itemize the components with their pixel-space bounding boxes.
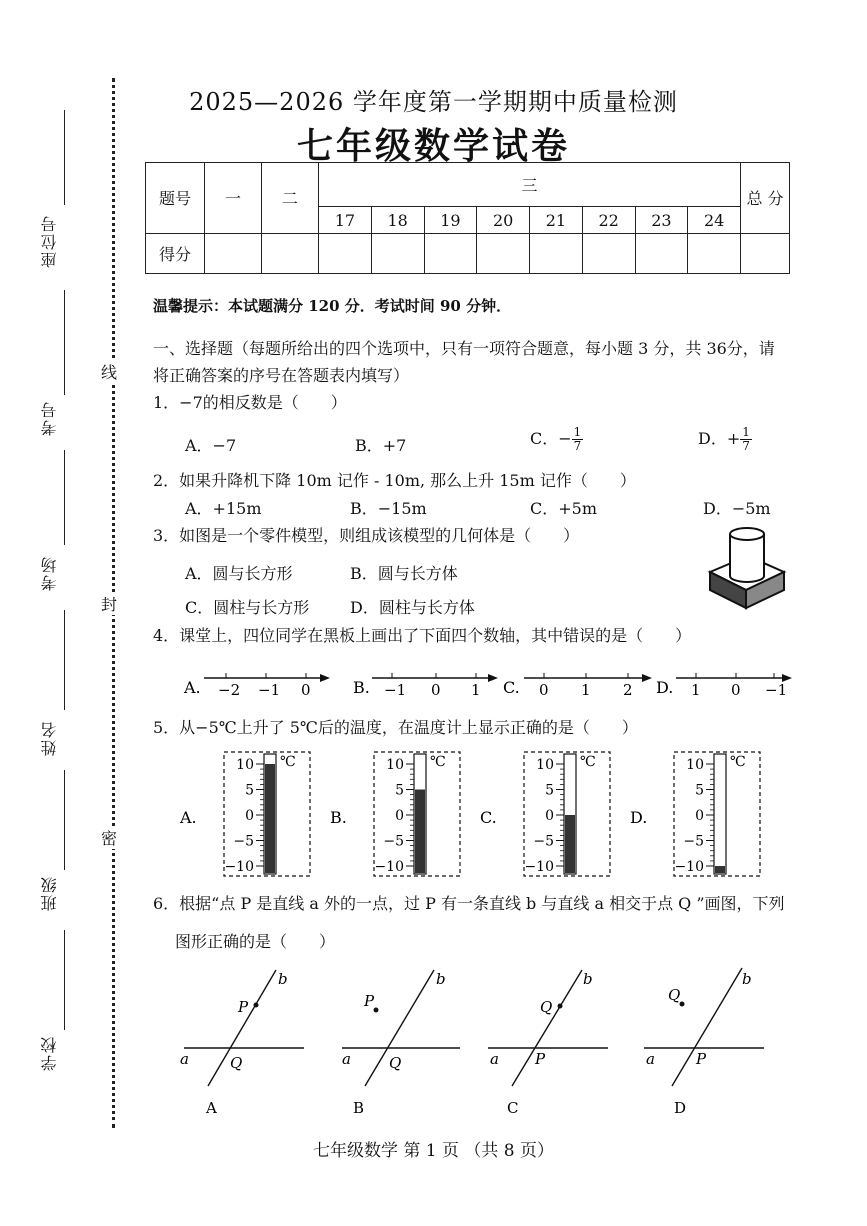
page-footer: 七年级数学 第 1 页 （共 8 页） xyxy=(312,1141,555,1161)
q6-figure-a xyxy=(180,970,304,1117)
q6-b-line-b: b xyxy=(436,970,446,988)
fraction-denominator: 7 xyxy=(573,439,582,453)
score-cell[interactable] xyxy=(582,233,635,273)
q6-d-cross-label: P xyxy=(696,1050,707,1068)
q4-c-tick: 1 xyxy=(581,681,591,699)
q1-stem: 1．−7的相反数是（ ） xyxy=(153,393,347,412)
score-table-total: 总 分 xyxy=(741,163,790,234)
score-cell[interactable] xyxy=(371,233,424,273)
seal-char-mi: 密 xyxy=(101,826,117,849)
q6-a-line-a: a xyxy=(180,1050,189,1068)
q4-d-label: D. xyxy=(656,678,674,697)
q4-b-label: B. xyxy=(353,678,370,697)
score-table-q20: 20 xyxy=(477,207,530,233)
fraction-numerator: 1 xyxy=(573,425,582,439)
q6-d-dot-label: Q xyxy=(668,986,681,1004)
q6-figures xyxy=(170,960,790,1120)
q2-stem: 2．如果升降机下降 10m 记作 - 10m, 那么上升 15m 记作（ ） xyxy=(153,471,636,490)
q6-b-line-a: a xyxy=(342,1050,351,1068)
seal-char-xian: 线 xyxy=(101,360,117,383)
score-table-q17: 17 xyxy=(319,207,372,233)
score-cell[interactable] xyxy=(741,233,790,273)
score-cell[interactable] xyxy=(530,233,583,273)
q1-option-d-prefix: D．+ xyxy=(698,429,741,448)
q3-option-a: A．圆与长方形 xyxy=(185,564,293,583)
score-cell[interactable] xyxy=(424,233,477,273)
section1-heading-line2: 将正确答案的序号在答题表内填写） xyxy=(153,366,410,385)
q5-tube xyxy=(714,754,726,874)
q5-scale-label: 0 xyxy=(245,808,254,824)
fraction-numerator: 1 xyxy=(742,425,750,439)
score-table-q21: 21 xyxy=(530,207,583,233)
q4-d-tick: −1 xyxy=(765,681,788,699)
q4-a-tick: −2 xyxy=(218,681,241,699)
q2-option-b: B．−15m xyxy=(350,499,427,518)
score-table-row2-label: 得分 xyxy=(146,233,205,273)
q3-option-c: C．圆柱与长方形 xyxy=(185,598,310,617)
q5-scale-label: 5 xyxy=(695,782,704,799)
q4-d-tick: 0 xyxy=(731,681,741,699)
score-table-q23: 23 xyxy=(635,207,688,233)
q6-d-line-b: b xyxy=(742,970,752,988)
q5-mercury xyxy=(715,866,725,873)
score-table-sec1: 一 xyxy=(205,163,262,234)
q1-option-a: A．−7 xyxy=(185,436,237,455)
q6-stem-line1: 6．根据“点 P 是直线 a 外的一点，过 P 有一条直线 b 与直线 a 相交于点 Q ”画图，下列 xyxy=(153,894,785,913)
q5-scale-label: −10 xyxy=(224,859,254,875)
q4-a-tick: 0 xyxy=(301,681,311,699)
tip-text: 温馨提示：本试题满分 120 分．考试时间 90 分钟． xyxy=(153,297,512,315)
q5-option-label: B. xyxy=(330,808,347,827)
q4-axis-a xyxy=(183,673,330,699)
field-school-label: 学校 xyxy=(40,1035,59,1071)
q5-option-label: C. xyxy=(480,808,497,827)
part-model-figure xyxy=(700,520,790,612)
q5-thermometer-a xyxy=(180,752,310,876)
q6-a-dot-label: P xyxy=(238,998,249,1016)
q6-d-line-a: a xyxy=(646,1050,655,1068)
q4-a-label: A. xyxy=(184,678,201,697)
q6-b-caption: B xyxy=(353,1099,365,1117)
q5-mercury xyxy=(565,815,575,873)
score-table-q24: 24 xyxy=(688,207,741,233)
q4-c-label: C. xyxy=(503,678,520,697)
q5-thermometer-c xyxy=(480,752,610,876)
q5-unit: ℃ xyxy=(730,754,746,770)
q4-axis-c xyxy=(503,673,652,699)
q6-c-line-b: b xyxy=(583,970,593,988)
field-room-label: 考场 xyxy=(40,555,59,591)
field-class-label: 班级 xyxy=(40,875,59,911)
field-exam-no-label: 考号 xyxy=(40,400,59,436)
q1-option-d-fraction xyxy=(740,426,752,453)
q6-a-line-b: b xyxy=(278,970,288,988)
q4-c-tick: 0 xyxy=(539,681,549,699)
score-cell[interactable] xyxy=(205,233,262,273)
q1-option-d xyxy=(698,426,752,453)
score-cell[interactable] xyxy=(477,233,530,273)
q5-unit: ℃ xyxy=(280,754,296,770)
q5-scale-label: −5 xyxy=(683,833,704,850)
fraction-denominator: 7 xyxy=(742,439,750,453)
q5-unit: ℃ xyxy=(430,754,446,770)
field-line-school xyxy=(64,930,65,1030)
q2-option-d: D．−5m xyxy=(703,499,771,518)
exam-title: 2025—2026 学年度第一学期期中质量检测 xyxy=(189,88,678,116)
q1-option-b: B．+7 xyxy=(355,436,407,455)
q6-c-cross-label: P xyxy=(535,1050,546,1068)
q5-scale-label: −10 xyxy=(374,859,404,875)
q5-scale-label: 0 xyxy=(695,808,704,824)
score-table-sec2: 二 xyxy=(262,163,319,234)
q5-thermometer-d xyxy=(630,752,760,876)
score-cell[interactable] xyxy=(688,233,741,273)
q4-a-tick: −1 xyxy=(258,681,281,699)
field-line-class xyxy=(64,770,65,870)
score-cell[interactable] xyxy=(262,233,319,273)
field-seat-label: 座位号 xyxy=(40,214,59,268)
q4-b-tick: 1 xyxy=(471,681,481,699)
q1-option-c-prefix: C．− xyxy=(530,429,572,448)
q3-stem: 3．如图是一个零件模型，则组成该模型的几何体是（ ） xyxy=(153,526,580,545)
q5-scale-label: 0 xyxy=(545,808,554,824)
q5-scale-label: −10 xyxy=(524,859,554,875)
q5-scale-label: −10 xyxy=(674,859,704,875)
q5-unit: ℃ xyxy=(580,754,596,770)
q4-axis-b xyxy=(353,673,498,699)
score-table xyxy=(145,162,790,274)
q5-mercury xyxy=(415,790,425,874)
score-table-row1-label: 题号 xyxy=(146,163,205,234)
section1-heading-line1: 一、选择题（每题所给出的四个选项中，只有一项符合题意，每小题 3 分，共 36分，请 xyxy=(153,339,775,358)
q6-a-caption: A xyxy=(206,1099,217,1117)
score-table-q18: 18 xyxy=(371,207,424,233)
q6-c-line-a: a xyxy=(490,1050,499,1068)
q4-b-tick: 0 xyxy=(431,681,441,699)
q4-stem: 4．课堂上，四位同学在黑板上画出了下面四个数轴，其中错误的是（ ） xyxy=(153,626,692,645)
q1-option-c-fraction xyxy=(572,426,584,453)
field-name-label: 姓名 xyxy=(40,720,59,756)
q4-d-tick: 1 xyxy=(691,681,701,699)
q6-figure-b xyxy=(342,970,460,1117)
q6-d-caption: D xyxy=(674,1099,687,1117)
q5-thermometers xyxy=(180,748,780,880)
q2-option-a: A．+15m xyxy=(185,499,262,518)
q6-b-cross-label: Q xyxy=(389,1054,402,1072)
q5-scale-label: 5 xyxy=(545,782,554,799)
field-line-exam-no xyxy=(64,290,65,395)
q1-option-c xyxy=(530,426,583,453)
exam-subtitle: 七年级数学试卷 xyxy=(296,125,570,167)
q5-option-label: D. xyxy=(630,808,648,827)
q5-option-label: A. xyxy=(180,808,197,827)
q6-figure-d xyxy=(644,968,764,1117)
q5-scale-label: 5 xyxy=(245,782,254,799)
q6-stem-line2: 图形正确的是（ ） xyxy=(175,932,336,951)
field-line-name xyxy=(64,610,65,710)
q2-option-c: C．+5m xyxy=(530,499,598,518)
score-table-q19: 19 xyxy=(424,207,477,233)
q4-number-lines xyxy=(180,666,820,702)
field-line-room xyxy=(64,450,65,545)
q6-a-cross-label: Q xyxy=(230,1054,243,1072)
score-cell[interactable] xyxy=(319,233,372,273)
q3-option-d: D．圆柱与长方体 xyxy=(350,598,475,617)
q5-mercury xyxy=(265,764,275,873)
q5-scale-label: −5 xyxy=(383,833,404,850)
q5-scale-label: 10 xyxy=(386,757,404,773)
q4-c-tick: 2 xyxy=(623,681,633,699)
q5-stem: 5．从−5℃上升了 5℃后的温度，在温度计上显示正确的是（ ） xyxy=(153,718,638,737)
score-table-q22: 22 xyxy=(582,207,635,233)
q5-scale-label: 10 xyxy=(686,757,704,773)
q6-figure-c xyxy=(488,970,608,1117)
q6-b-dot-label: P xyxy=(364,992,375,1010)
score-cell[interactable] xyxy=(635,233,688,273)
q5-scale-label: 0 xyxy=(395,808,404,824)
q4-axis-d xyxy=(656,673,792,699)
q5-scale-label: 5 xyxy=(395,782,404,799)
q6-c-dot-label: Q xyxy=(540,998,553,1016)
q5-scale-label: 10 xyxy=(536,757,554,773)
q6-c-caption: C xyxy=(507,1099,519,1117)
q4-b-tick: −1 xyxy=(384,681,407,699)
q5-thermometer-b xyxy=(330,752,460,876)
q5-scale-label: −5 xyxy=(233,833,254,850)
q5-scale-label: 10 xyxy=(236,757,254,773)
seal-char-feng: 封 xyxy=(101,592,117,615)
q5-scale-label: −5 xyxy=(533,833,554,850)
score-table-sec3: 三 xyxy=(319,163,741,207)
q3-option-b: B．圆与长方体 xyxy=(350,564,458,583)
